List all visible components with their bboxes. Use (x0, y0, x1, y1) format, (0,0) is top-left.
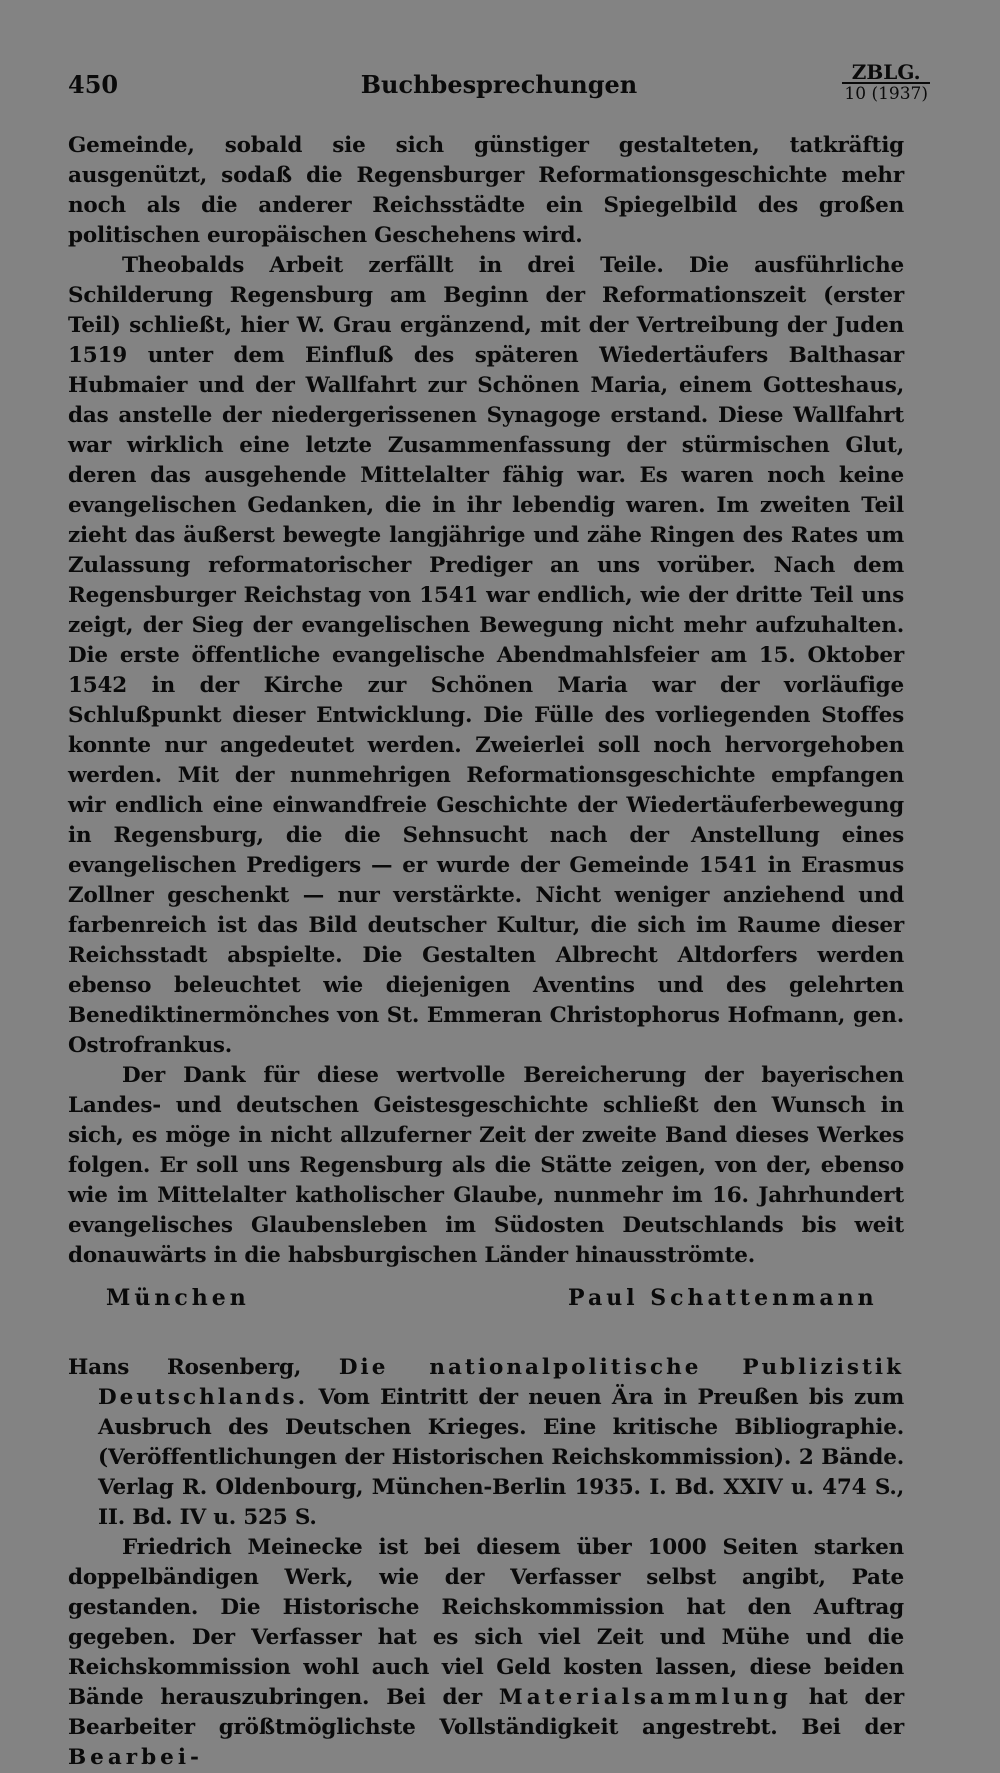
paragraph-continued: Gemeinde, sobald sie sich günstiger gestalteten, tatkräftig ausgenützt, sodaß die Regensburger Reformationsgeschichte mehr noch als die anderer Reichsstädte ein Spiegelbild des großen politischen europäischen Geschehens wird. (68, 133, 904, 248)
emphasis-bearbeitung: Bearbei- (68, 1745, 203, 1770)
bibliographic-entry (68, 1353, 904, 1533)
book-details: Vom Eintritt der neuen Ära in Preußen bis zum Ausbruch des Deutschen Krieges. Eine kritische Bibliographie. (Veröffentlichungen der Historischen Reichskommission). 2 Bände. Verlag R. Oldenbourg, München-Berlin 1935. I. Bd. XXIV u. 474 S., II. Bd. IV u. 525 S. (98, 1385, 905, 1530)
book-author: Hans Rosenberg, (68, 1355, 302, 1380)
review-text-1: Friedrich Meinecke ist bei diesem über 1000 Seiten starken doppelbändigen Werk, wie der Verfasser selbst angibt, Pate gestanden. Die Historische Reichskommission hat den Auftrag gegeben. Der Verfasser hat es sich viel Zeit und Mühe und die Reichskommission wohl auch viel Geld kosten lassen, diese beiden Bände herauszubringen. Bei der (68, 1535, 904, 1710)
paragraph-review-start (68, 1533, 904, 1773)
book-title: Die nationalpolitische Publizistik Deutschlands. (98, 1355, 904, 1410)
journal-reference (842, 62, 930, 104)
signature-author: Paul Schattenmann (568, 1285, 878, 1311)
paragraph-conclusion: Der Dank für diese wertvolle Bereicherung der bayerischen Landes- und deutschen Geistesgeschichte schließt den Wunsch in sich, es möge in nicht allzuferner Zeit der zweite Band dieses Werkes folgen. Er soll uns Regensburg als die Stätte zeigen, von der, ebenso wie im Mittelalter katholischer Glaube, nunmehr im 16. Jahrhundert evangelisches Glaubensleben im Südosten Deutschlands bis weit donauwärts in die habsburgischen Länder hinausströmte. (68, 1063, 904, 1268)
journal-volume: 10 (1937) (844, 84, 928, 104)
page-header (68, 62, 930, 112)
review-entry (68, 1353, 904, 1773)
signature-place: München (106, 1285, 250, 1311)
journal-abbreviation: ZBLG. (851, 60, 921, 84)
paragraph-theobald-summary: Theobalds Arbeit zerfällt in drei Teile. Die ausführliche Schilderung Regensburg am Beginn der Reformationszeit (erster Teil) schließt, hier W. Grau ergänzend, mit der Vertreibung der Juden 1519 unter dem Einfluß des späteren Wiedertäufers Balthasar Hubmaier und der Wallfahrt zur Schönen Maria, einem Gotteshaus, das anstelle der niedergerissenen Synagoge erstand. Diese Wallfahrt war wirklich eine letzte Zusammenfassung der stürmischen Glut, deren das ausgehende Mittelalter fähig war. Es waren noch keine evangelischen Gedanken, die in ihr lebendig waren. Im zweiten Teil zieht das äußerst bewegte langjährige und zähe Ringen des Rates um Zulassung reformatorischer Prediger an uns vorüber. Nach dem Regensburger Reichstag von 1541 war endlich, wie der dritte Teil uns zeigt, der Sieg der evangelischen Bewegung nicht mehr aufzuhalten. Die erste öffentliche evangelische Abendmahlsfeier am 15. Oktober 1542 in der Kirche zur Schönen Maria war der vorläufige Schlußpunkt dieser Entwicklung. Die Fülle des vorliegenden Stoffes konnte nur angedeutet werden. Zweierlei soll noch hervorgehoben werden. Mit der nunmehrigen Reformationsgeschichte empfangen wir endlich eine einwandfreie Geschichte der Wiedertäuferbewegung in Regensburg, die die Sehnsucht nach der Anstellung eines evangelischen Predigers — er wurde der Gemeinde 1541 in Erasmus Zollner geschenkt — nur verstärkte. Nicht weniger anziehend und farbenreich ist das Bild deutscher Kultur, die sich im Raume dieser Reichsstadt abspielte. Die Gestalten Albrecht Altdorfers werden ebenso beleuchtet wie diejenigen Aventins und des gelehrten Benediktinermönches von St. Emmeran Christophorus Hofmann, gen. Ostrofrankus. (68, 253, 904, 1058)
emphasis-materialsammlung: Materialsammlung (498, 1685, 792, 1710)
running-title: Buchbesprechungen (360, 70, 638, 99)
review-signature (68, 1285, 904, 1315)
review-text-2: hat der Bearbeiter größtmöglichste Vollständigkeit angestrebt. Bei der (68, 1685, 904, 1740)
page-number: 450 (68, 70, 119, 99)
page-body (68, 131, 904, 1773)
